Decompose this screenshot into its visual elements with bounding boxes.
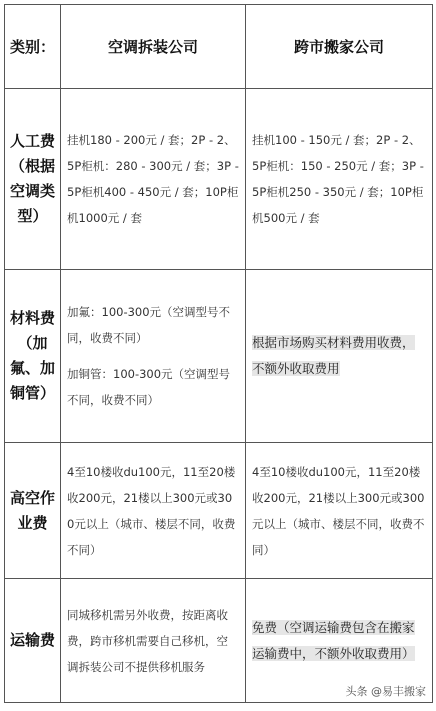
highlighted-text: 免费（空调运输费包含在搬家运输费中，不额外收取费用） [252, 619, 415, 661]
comparison-table [4, 4, 433, 703]
watermark: 头条 @易丰搬家 [345, 685, 426, 698]
highlighted-text: 根据市场购买材料费用收费，不额外收取费用 [252, 335, 415, 376]
row-category: 高空作业费 [5, 443, 61, 579]
cell-text: 加铜管：100-300元（空调型号不同，收费不同） [67, 367, 231, 407]
table-row [5, 443, 433, 579]
ac-company-cell [61, 443, 246, 579]
header-category: 类别： [5, 5, 61, 89]
header-row [5, 5, 433, 89]
ac-company-cell [61, 579, 246, 703]
header-moving-company: 跨市搬家公司 [246, 5, 433, 89]
cell-text: 4至10楼收du100元，11至20楼收200元，21楼以上300元或300元以上（城市、楼层不同，收费不同） [67, 464, 236, 557]
table-row [5, 89, 433, 270]
ac-company-cell [61, 89, 246, 270]
header-ac-company: 空调拆装公司 [61, 5, 246, 89]
moving-company-cell [246, 270, 433, 443]
row-category: 材料费（加氟、加铜管） [5, 270, 61, 443]
row-category: 人工费（根据空调类型） [5, 89, 61, 270]
moving-company-cell: 挂机100 - 150元 / 套；2P - 2、5P柜机：150 - 250元 / 套；3P - 5P柜机250 - 350元 / 套；10P柜机500元 / 套 [246, 89, 433, 270]
cell-text: 同城移机需另外收费，按距离收费，跨市移机需要自己移机，空调拆装公司不提供移机服务 [67, 607, 228, 674]
ac-company-cell [61, 270, 246, 443]
cell-text: 挂机180 - 200元 / 套；2P - 2、5P柜机：280 - 300元 / 套；3P - 5P柜机400 - 450元 / 套；10P柜机1000元 / 套 [67, 133, 239, 225]
table-row [5, 270, 433, 443]
row-category: 运输费 [5, 579, 61, 703]
cell-text: 加氟：100-300元（空调型号不同，收费不同） [67, 305, 231, 345]
moving-company-cell: 4至10楼收du100元，11至20楼收200元，21楼以上300元或300元以上（城市、楼层不同，收费不同） [246, 443, 433, 579]
